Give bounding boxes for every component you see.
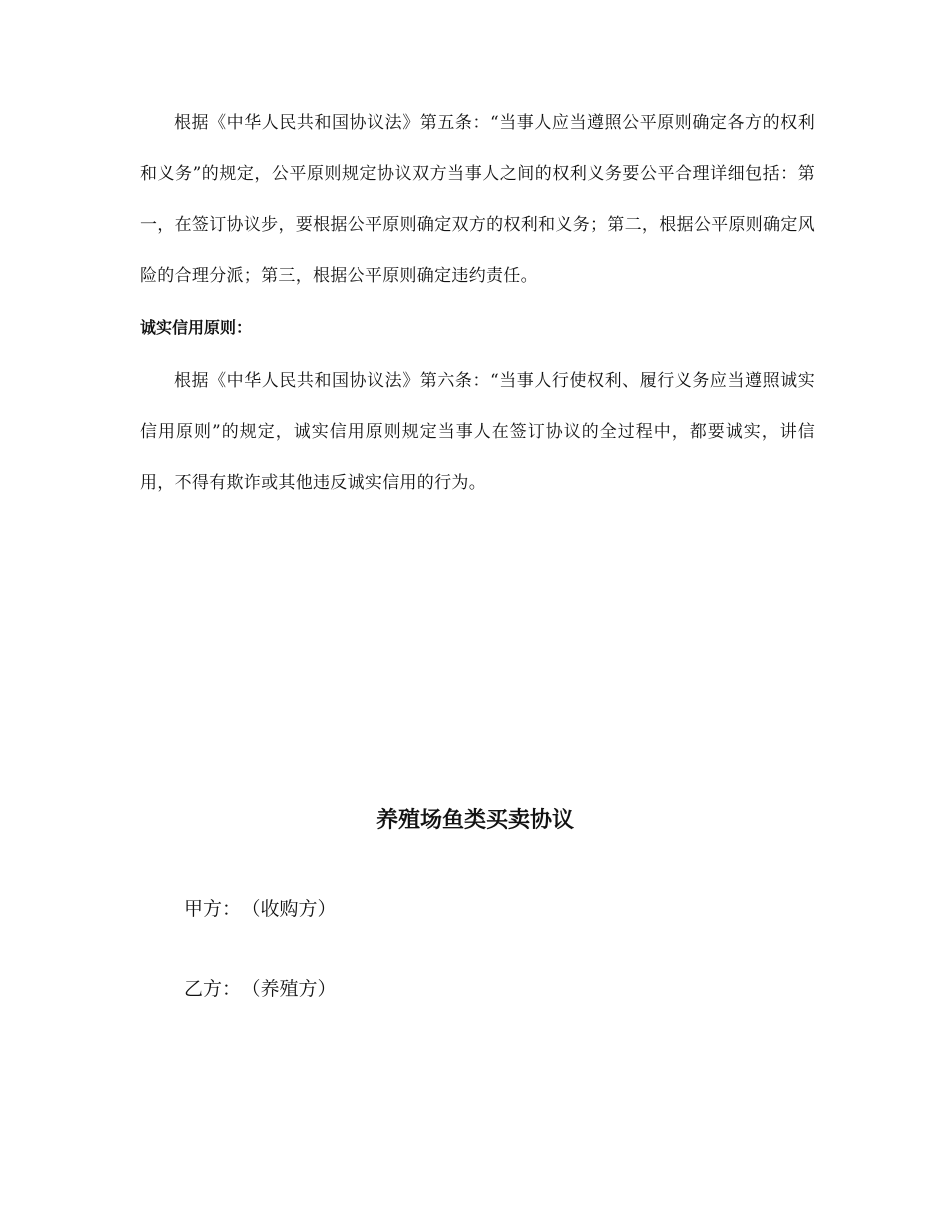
party-b-label: 乙方： xyxy=(184,978,242,1000)
party-b-role: （养殖方） xyxy=(251,978,337,1000)
good-faith-principle-paragraph: 根据《中华人民共和国协议法》第六条：“当事人行使权利、履行义务应当遵照诚实信用原则”的规定，诚实信用原则规定当事人在签订协议的全过程中，都要诚实，讲信用，不得有欺诈或其他违反诚实信用的行为。 xyxy=(140,371,815,493)
section-heading-good-faith: 诚实信用原则： xyxy=(140,318,253,337)
document-title: 养殖场鱼类买卖协议 xyxy=(375,808,574,833)
fairness-principle-paragraph: 根据《中华人民共和国协议法》第五条：“当事人应当遵照公平原则确定各方的权利和义务”的规定，公平原则规定协议双方当事人之间的权利义务要公平合理详细包括：第一，在签订协议步，要根据公平原则确定双方的权利和义务；第二，根据公平原则确定风险的合理分派；第三，根据公平原则确定违约责任。 xyxy=(140,113,815,286)
party-a-line xyxy=(184,894,337,924)
party-a-label: 甲方： xyxy=(184,898,242,920)
party-a-role: （收购方） xyxy=(251,898,337,920)
party-b-line xyxy=(184,974,337,1004)
